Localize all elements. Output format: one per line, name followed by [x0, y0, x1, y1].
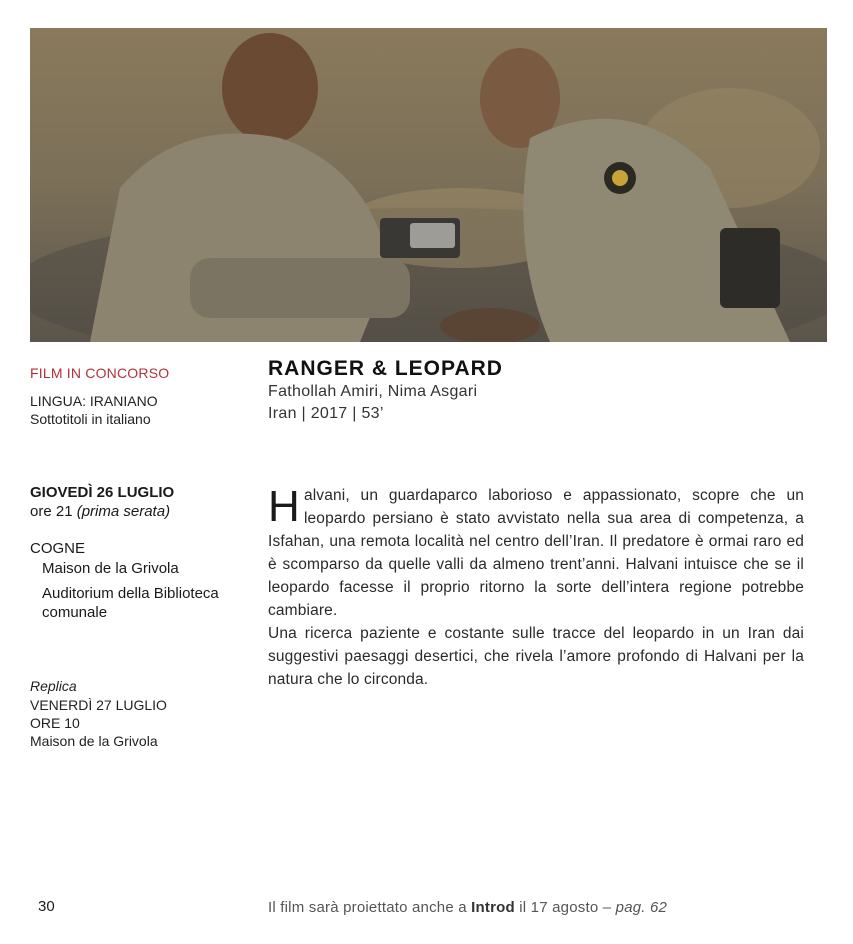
film-still-illustration [30, 28, 827, 342]
footer-note-prefix: Il film sarà proiettato anche a [268, 899, 472, 916]
language-line: LINGUA: IRANIANO [30, 393, 158, 409]
film-synopsis [268, 484, 804, 691]
replica-label: Replica [30, 678, 77, 694]
screening-city: COGNE [30, 540, 86, 557]
replica-venue: Maison de la Grivola [30, 733, 158, 749]
replica-date: VENERDÌ 27 LUGLIO [30, 697, 167, 713]
screening-date: GIOVEDÌ 26 LUGLIO [30, 484, 175, 501]
venue-secondary: Auditorium della Biblioteca comunale [42, 585, 219, 621]
replica-info [30, 696, 167, 750]
footer-note-location: Introd [471, 899, 515, 916]
time-note: (prima serata) [76, 503, 171, 520]
time-prefix: ore 21 [30, 503, 77, 520]
footer-note-mid: il 17 agosto – [514, 899, 616, 916]
film-still-photo [30, 28, 827, 342]
footer-note-page-ref: pag. 62 [615, 899, 668, 916]
synopsis-paragraph-2: Una ricerca paziente e costante sulle tracce del leopardo in un Iran dai suggestivi paesaggi desertici, che rivela l’amore profondo di Halvani per la natura che lo circonda. [268, 625, 804, 688]
film-directors: Fathollah Amiri, Nima Asgari [268, 383, 478, 400]
language-info [30, 392, 158, 428]
film-title: RANGER & LEOPARD [268, 357, 503, 380]
footer-note [268, 899, 667, 916]
replica-time: ORE 10 [30, 715, 80, 731]
film-meta: Iran | 2017 | 53’ [268, 405, 384, 422]
subtitles-line: Sottotitoli in italiano [30, 411, 151, 427]
page-number: 30 [38, 898, 55, 915]
screening-time [30, 503, 170, 520]
drop-cap: H [268, 482, 300, 531]
venue-primary: Maison de la Grivola [42, 560, 179, 577]
category-label: FILM IN CONCORSO [30, 365, 170, 381]
synopsis-paragraph-1: alvani, un guardaparco laborioso e appassionato, scopre che un leopardo persiano è stato avvistato nella sua area di competenza, a Isfahan, una remota località nel centro dell’Iran. Il predatore è ormai raro ed è scomparso da quelle valli da almeno trent’anni. Halvani intuisce che se il leopardo facesse il proprio ritorno la sorte dell’intera regione potrebbe cambiare. [268, 487, 804, 619]
